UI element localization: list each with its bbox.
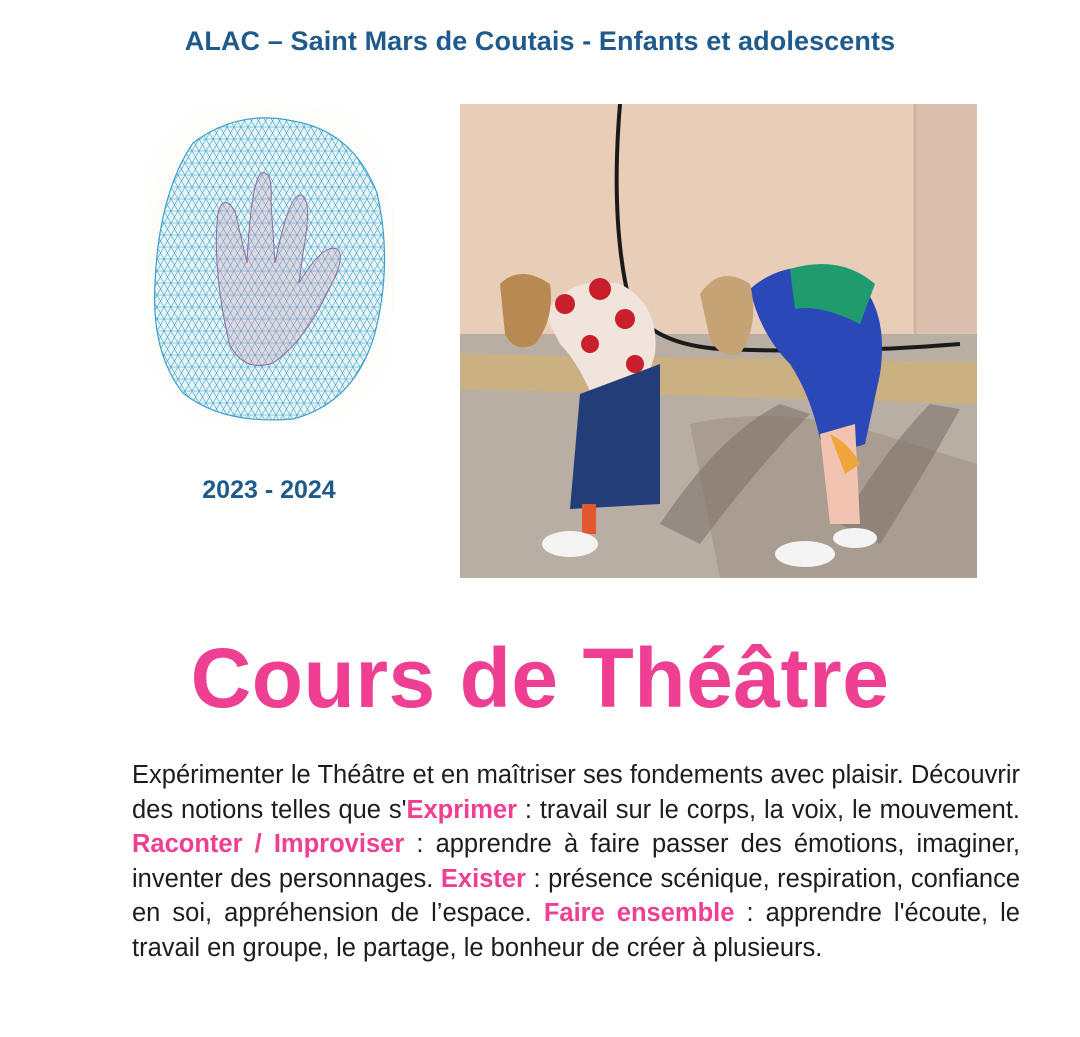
highlight-exprimer: Exprimer (406, 795, 518, 824)
highlight-faire-ensemble: Faire ensemble (543, 899, 735, 927)
description-text: : présence scénique, respiration, confiance en soi, appréhension de l’espace. (132, 864, 1021, 927)
highlight-raconter-improviser: Raconter / Improviser (132, 830, 405, 858)
description-text: : travail sur le corps, la voix, le mouvement. (517, 795, 1020, 824)
wireframe-hand-illustration (143, 103, 395, 423)
description-text: : apprendre l'écoute, le travail en groupe, le partage, le bonheur de créer à plusieurs. (132, 899, 1020, 962)
description-text: : apprendre à faire passer des émotions, imaginer, inventer des personnages. (132, 830, 1021, 893)
page-header: ALAC – Saint Mars de Coutais - Enfants et adolescents (184, 26, 896, 56)
children-theatre-photo (460, 104, 977, 578)
description-paragraph (132, 758, 1020, 965)
description-text: Expérimenter le Théâtre et en maîtriser ses fondements avec plaisir. Découvrir des notions telles que s' (132, 761, 1020, 824)
highlight-exister: Exister (440, 864, 526, 893)
season-label: 2023 - 2024 (202, 476, 336, 504)
main-title: Cours de Théâtre (190, 631, 890, 725)
